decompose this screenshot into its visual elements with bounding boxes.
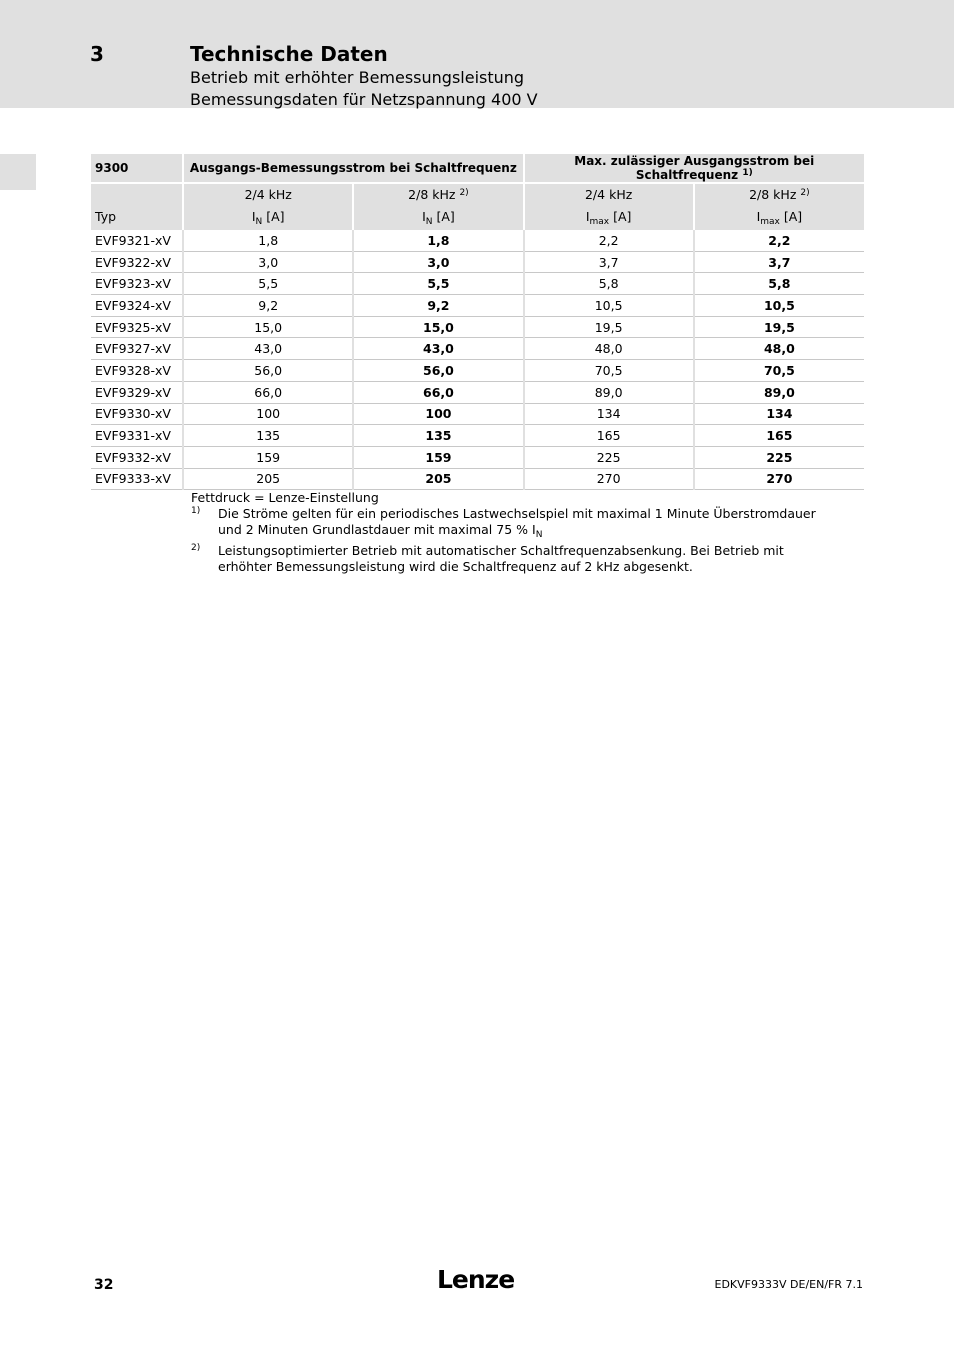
footnote-1-text: Die Ströme gelten für ein periodisches Lastwechselspiel mit maximal 1 Minute Überstromdauer und 2 Minuten Grundlastdauer mit maximal 75 % (218, 506, 816, 537)
cell-in24: 66,0 (183, 381, 353, 403)
cell-in28: 135 (353, 425, 523, 447)
cell-type: EVF9322-xV (91, 251, 183, 273)
output-current-header: Ausgangs-Bemessungsstrom bei Schaltfrequenz (183, 154, 523, 183)
page-number: 32 (94, 1277, 114, 1293)
cell-imax24: 89,0 (524, 381, 694, 403)
cell-in28: 66,0 (353, 381, 523, 403)
cell-imax24: 225 (524, 446, 694, 468)
table-row (91, 360, 864, 382)
lenze-logo: Lenze (437, 1265, 515, 1294)
document-id: EDKVF9333V DE/EN/FR 7.1 (714, 1278, 863, 1291)
cell-in24: 9,2 (183, 295, 353, 317)
cell-type: EVF9333-xV (91, 468, 183, 490)
table-row (91, 446, 864, 468)
cell-in24: 1,8 (183, 230, 353, 251)
cell-in24: 5,5 (183, 273, 353, 295)
cell-type: EVF9330-xV (91, 403, 183, 425)
cell-imax28: 70,5 (694, 360, 864, 382)
max-output-current-header: Max. zulässiger Ausgangsstrom bei Schaltfrequenz $^{1)}$ (524, 154, 864, 183)
cell-imax24: 5,8 (524, 273, 694, 295)
section-subtitle-2: Bemessungsdaten für Netzspannung 400 V (190, 90, 538, 109)
in-28khz-header: 2/8 kHz $^{2)}$ $I_N$ [A] (353, 183, 523, 230)
table-row (91, 230, 864, 251)
table-row (91, 273, 864, 295)
chapter-number: 3 (90, 42, 104, 66)
cell-imax28: 2,2 (694, 230, 864, 251)
cell-in28: 3,0 (353, 251, 523, 273)
cell-imax24: 48,0 (524, 338, 694, 360)
cell-imax28: 19,5 (694, 316, 864, 338)
in-24khz-header: 2/4 kHz $I_N$ [A] (183, 183, 353, 230)
cell-in28: 1,8 (353, 230, 523, 251)
cell-in28: 159 (353, 446, 523, 468)
table-row (91, 381, 864, 403)
table-row (91, 251, 864, 273)
type-column-header: Typ (91, 183, 183, 230)
cell-in28: 43,0 (353, 338, 523, 360)
imax-24khz-header: 2/4 kHz $I_{max}$ [A] (524, 183, 694, 230)
table-row (91, 403, 864, 425)
cell-in28: 205 (353, 468, 523, 490)
cell-in24: 3,0 (183, 251, 353, 273)
cell-in24: 159 (183, 446, 353, 468)
table-row (91, 425, 864, 447)
cell-type: EVF9332-xV (91, 446, 183, 468)
cell-imax28: 5,8 (694, 273, 864, 295)
cell-imax24: 10,5 (524, 295, 694, 317)
cell-imax28: 270 (694, 468, 864, 490)
cell-type: EVF9321-xV (91, 230, 183, 251)
cell-imax24: 19,5 (524, 316, 694, 338)
rating-data-table (91, 154, 864, 490)
cell-imax28: 3,7 (694, 251, 864, 273)
cell-in28: 56,0 (353, 360, 523, 382)
cell-imax24: 270 (524, 468, 694, 490)
footnote-1: 1) Die Ströme gelten für ein periodisches Lastwechselspiel mit maximal 1 Minute Überstromdauer und 2 Minuten Grundlastdauer mit maximal 75 % $I_N$ (191, 506, 841, 543)
cell-type: EVF9324-xV (91, 295, 183, 317)
cell-imax28: 225 (694, 446, 864, 468)
imax-28khz-header: 2/8 kHz $^{2)}$ $I_{max}$ [A] (694, 183, 864, 230)
cell-in28: 9,2 (353, 295, 523, 317)
cell-type: EVF9331-xV (91, 425, 183, 447)
cell-type: EVF9325-xV (91, 316, 183, 338)
footnote-2-text: Leistungsoptimierter Betrieb mit automatischer Schaltfrequenzabsenkung. Bei Betrieb mit erhöhter Bemessungsleistung wird die Schaltfrequenz auf 2 kHz abgesenkt. (218, 543, 784, 574)
cell-type: EVF9328-xV (91, 360, 183, 382)
table-row (91, 295, 864, 317)
footnote-2 (191, 543, 841, 575)
bold-legend: Fettdruck = Lenze-Einstellung (191, 490, 379, 505)
section-subtitle: Betrieb mit erhöhter Bemessungsleistung (190, 68, 525, 87)
cell-type: EVF9327-xV (91, 338, 183, 360)
cell-imax28: 10,5 (694, 295, 864, 317)
cell-in24: 43,0 (183, 338, 353, 360)
cell-imax28: 134 (694, 403, 864, 425)
table-row (91, 338, 864, 360)
chapter-header (0, 0, 954, 108)
chapter-side-tab (0, 154, 36, 190)
cell-in24: 15,0 (183, 316, 353, 338)
cell-imax28: 165 (694, 425, 864, 447)
table-header-row (91, 154, 864, 183)
cell-in28: 15,0 (353, 316, 523, 338)
footnote-2-mark: 2) (191, 543, 201, 553)
cell-imax28: 89,0 (694, 381, 864, 403)
chapter-title: Technische Daten (190, 42, 388, 66)
table-row (91, 468, 864, 490)
footnote-1-mark: 1) (191, 506, 201, 516)
cell-imax24: 70,5 (524, 360, 694, 382)
cell-imax24: 134 (524, 403, 694, 425)
series-header: 9300 (91, 154, 183, 183)
table-subheader-row (91, 183, 864, 230)
cell-in28: 5,5 (353, 273, 523, 295)
cell-type: EVF9323-xV (91, 273, 183, 295)
table-notes (191, 490, 841, 575)
table-row (91, 316, 864, 338)
cell-in24: 56,0 (183, 360, 353, 382)
cell-imax24: 3,7 (524, 251, 694, 273)
cell-imax24: 2,2 (524, 230, 694, 251)
cell-imax24: 165 (524, 425, 694, 447)
cell-in24: 100 (183, 403, 353, 425)
cell-type: EVF9329-xV (91, 381, 183, 403)
cell-in24: 135 (183, 425, 353, 447)
cell-imax28: 48,0 (694, 338, 864, 360)
cell-in24: 205 (183, 468, 353, 490)
cell-in28: 100 (353, 403, 523, 425)
